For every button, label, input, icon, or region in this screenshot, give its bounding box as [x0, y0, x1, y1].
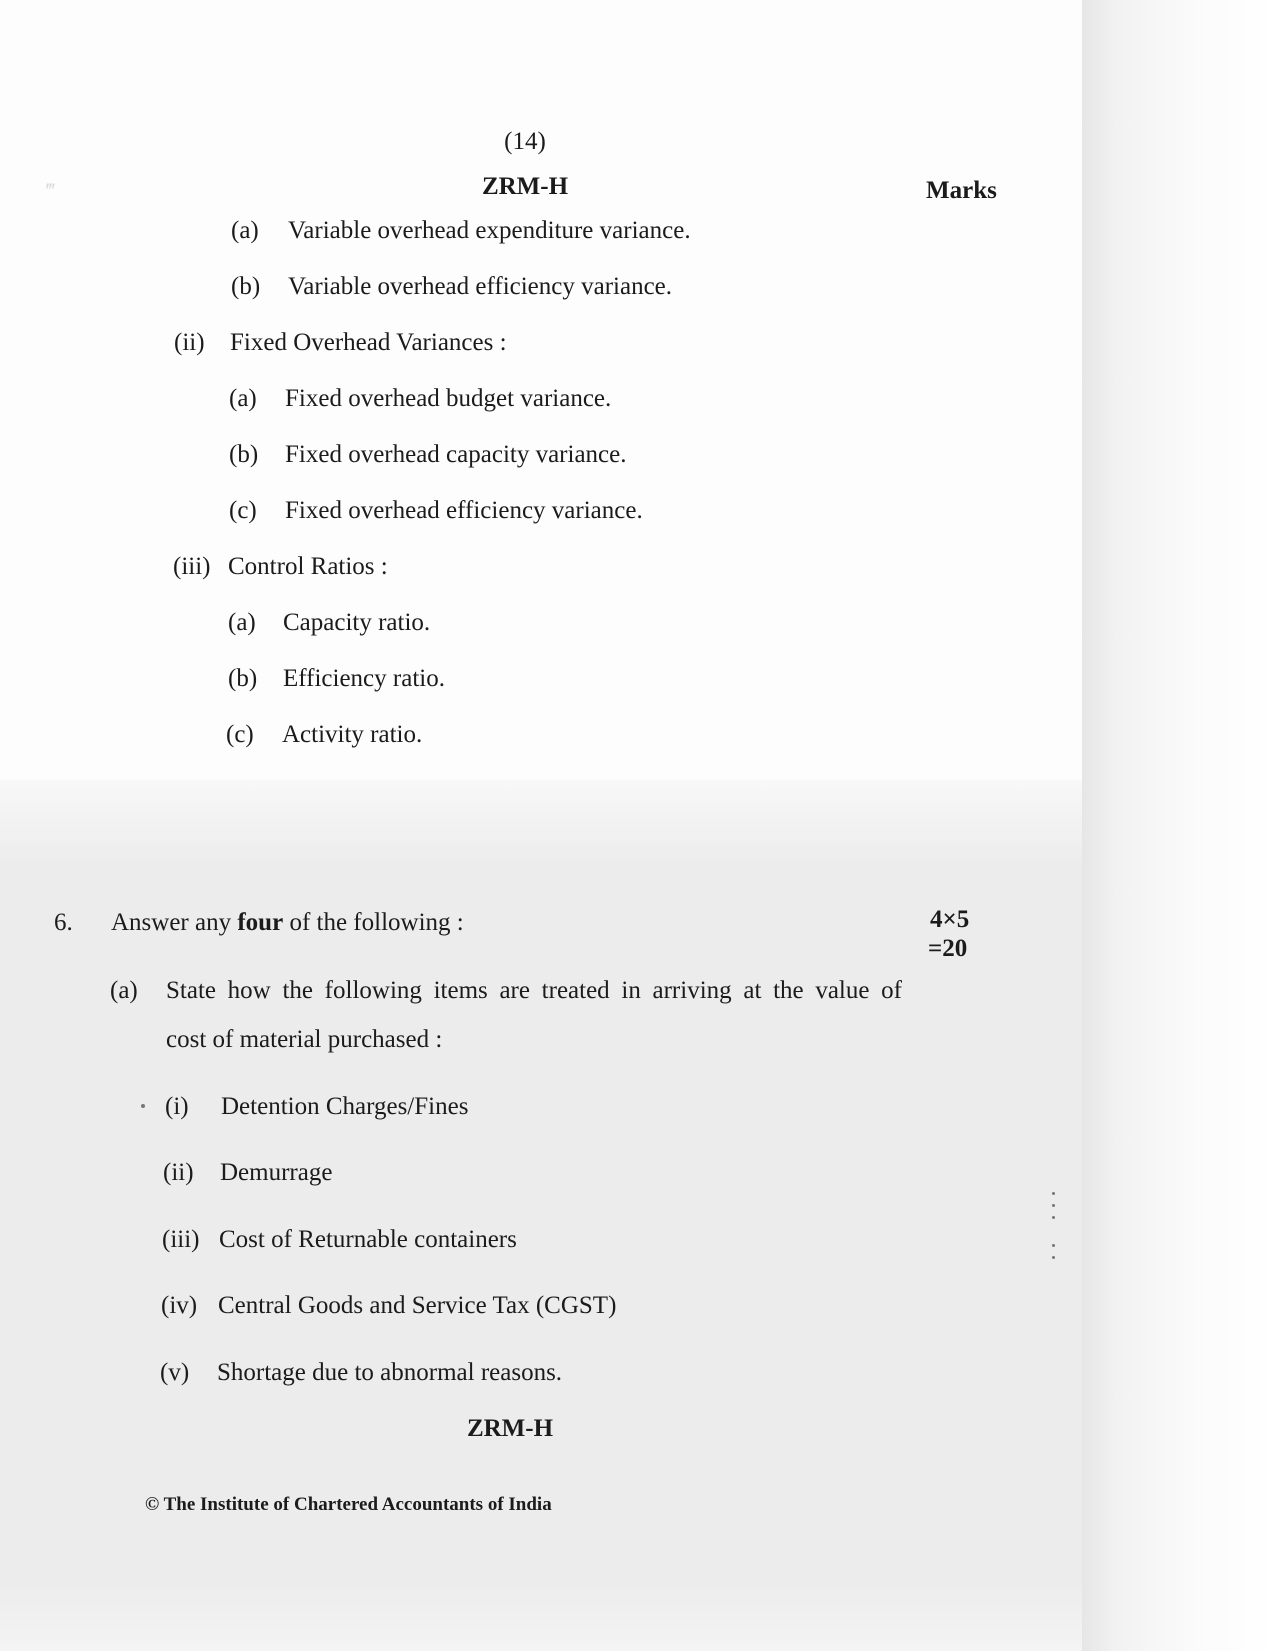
item-label: (iv): [161, 1292, 198, 1319]
marks-allocation: 4×5: [930, 906, 970, 933]
item-label: (ii): [163, 1159, 194, 1186]
item-text: Demurrage: [220, 1159, 333, 1186]
item-label: (b): [229, 441, 259, 468]
item-text: Variable overhead efficiency variance.: [288, 273, 673, 300]
item-text: Fixed overhead efficiency variance.: [285, 497, 643, 524]
scan-speck: [1052, 1244, 1055, 1247]
part-text-line1: State how the following items are treated in arriving at the value of: [166, 977, 902, 1004]
subsection-label: (iii): [173, 553, 211, 580]
paper-code-footer: ZRM-H: [466, 1415, 554, 1442]
scan-speck: [1052, 1256, 1055, 1259]
instruction-pre: Answer any: [111, 909, 238, 936]
item-text: Shortage due to abnormal reasons.: [217, 1359, 563, 1386]
item-label: (iii): [162, 1226, 200, 1253]
item-label: (c): [226, 721, 254, 748]
item-text: Capacity ratio.: [283, 609, 431, 636]
part-text-line2: cost of material purchased :: [166, 1026, 443, 1053]
subsection-title: Fixed Overhead Variances :: [230, 329, 507, 356]
item-text: Variable overhead expenditure variance.: [288, 217, 691, 244]
item-text: Cost of Returnable containers: [219, 1226, 517, 1253]
bullet-dot: [141, 1104, 145, 1108]
instruction-bold: four: [237, 909, 284, 936]
copyright-notice: © The Institute of Chartered Accountants of India: [145, 1494, 552, 1515]
item-label: (a): [229, 385, 257, 412]
item-label: (i): [165, 1093, 189, 1120]
item-text: Activity ratio.: [282, 721, 423, 748]
item-text: Fixed overhead capacity variance.: [285, 441, 627, 468]
item-text: Fixed overhead budget variance.: [285, 385, 612, 412]
scan-speck: [1052, 1216, 1055, 1219]
scan-speck: [1052, 1192, 1055, 1195]
question-instruction: [111, 908, 464, 938]
scan-edge-shadow: [1082, 0, 1275, 1651]
marks-heading: Marks: [926, 177, 997, 204]
marks-total: =20: [928, 935, 968, 962]
item-label: (c): [229, 497, 257, 524]
item-label: (b): [231, 273, 261, 300]
subsection-label: (ii): [174, 329, 205, 356]
item-label: (a): [231, 217, 259, 244]
item-label: (v): [160, 1359, 190, 1386]
page-number: (14): [504, 128, 546, 155]
paper-code-header: ZRM-H: [481, 173, 569, 200]
item-text: Central Goods and Service Tax (CGST): [218, 1292, 617, 1319]
bleed-through-mark: ‴: [46, 178, 56, 203]
scan-speck: [1052, 1204, 1055, 1207]
item-text: Detention Charges/Fines: [221, 1093, 469, 1120]
item-text: Efficiency ratio.: [283, 665, 445, 692]
question-number: 6.: [54, 909, 73, 936]
subsection-title: Control Ratios :: [228, 553, 388, 580]
item-label: (a): [228, 609, 256, 636]
item-label: (b): [228, 665, 258, 692]
part-label: (a): [110, 977, 138, 1004]
instruction-post: of the following :: [283, 909, 464, 936]
